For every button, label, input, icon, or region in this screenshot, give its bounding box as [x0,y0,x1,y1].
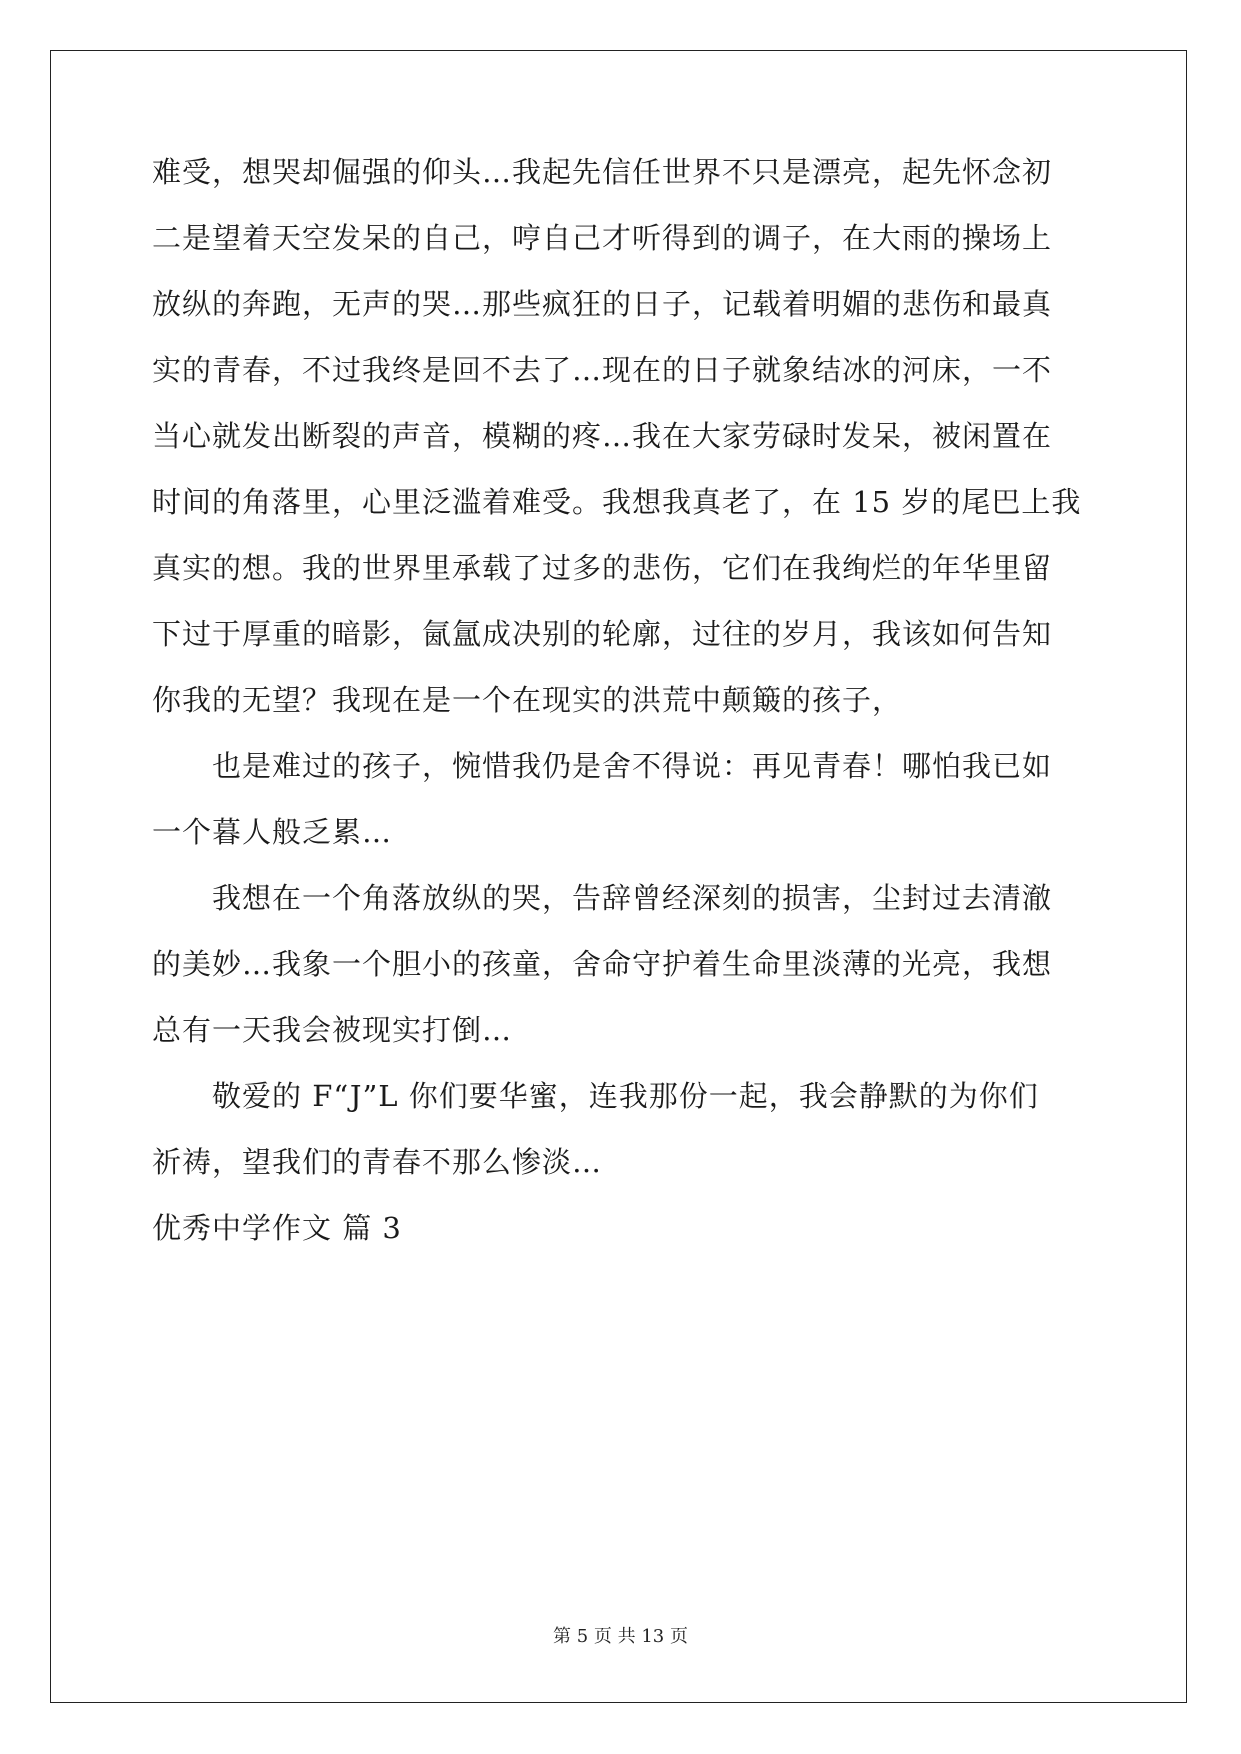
text-line: 二是望着天空发呆的自己，哼自己才听得到的调子，在大雨的操场上 [152,221,1053,255]
text-line: 放纵的奔跑，无声的哭…那些疯狂的日子，记载着明媚的悲伤和最真 [152,287,1053,321]
text-line: 祈祷，望我们的青春不那么惨淡… [152,1145,603,1179]
text-line: 下过于厚重的暗影，氤氲成决别的轮廓，过往的岁月，我该如何告知 [152,617,1053,651]
text-line: 我想在一个角落放纵的哭，告辞曾经深刻的损害，尘封过去清澈 [212,881,1053,915]
text-line: 的美妙…我象一个胆小的孩童，舍命守护着生命里淡薄的光亮，我想 [152,947,1053,981]
text-line: 你我的无望？我现在是一个在现实的洪荒中颠簸的孩子， [152,683,903,717]
text-line: 敬爱的 F“J”L 你们要华蜜，连我那份一起，我会静默的为你们 [212,1079,1039,1113]
section-heading: 优秀中学作文 篇 3 [152,1211,402,1245]
text-line: 一个暮人般乏累… [152,815,393,849]
text-line: 实的青春，不过我终是回不去了…现在的日子就象结冰的河床，一不 [152,353,1053,387]
text-line: 难受，想哭却倔强的仰头…我起先信任世界不只是漂亮，起先怀念初 [152,155,1053,189]
text-line: 时间的角落里，心里泛滥着难受。我想我真老了，在 15 岁的尾巴上我 [152,485,1082,519]
text-line: 当心就发出断裂的声音，模糊的疼…我在大家劳碌时发呆，被闲置在 [152,419,1053,453]
page-number-footer: 第 5 页 共 13 页 [553,1626,688,1647]
text-line: 总有一天我会被现实打倒… [152,1013,513,1047]
text-line: 真实的想。我的世界里承载了过多的悲伤，它们在我绚烂的年华里留 [152,551,1053,585]
text-line: 也是难过的孩子，惋惜我仍是舍不得说：再见青春！哪怕我已如 [212,749,1053,783]
